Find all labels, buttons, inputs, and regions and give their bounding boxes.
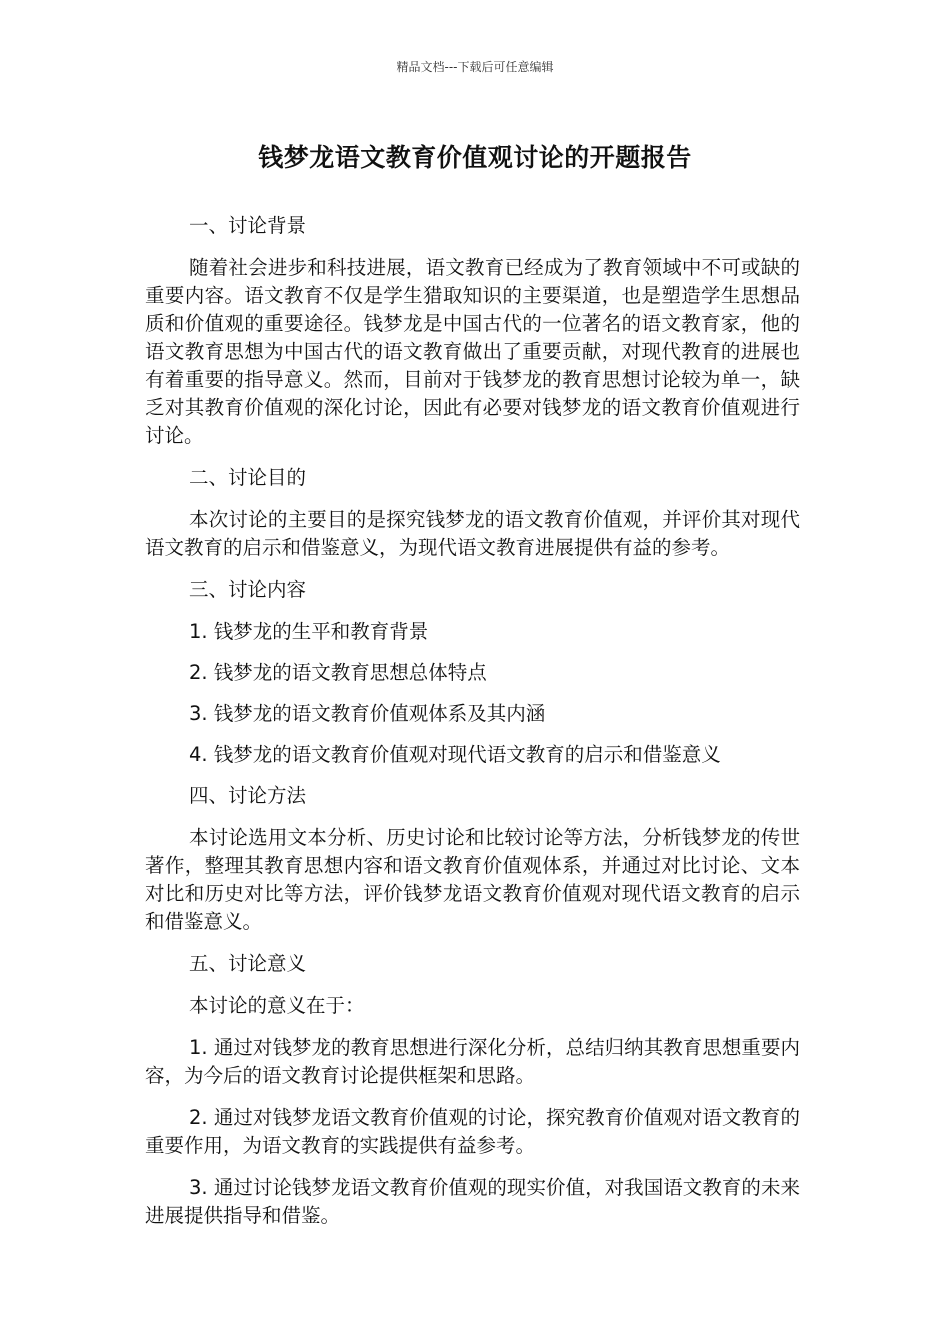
- background-paragraph: 随着社会进步和科技进展，语文教育已经成为了教育领域中不可或缺的重要内容。语文教育不仅是学生猎取知识的主要渠道，也是塑造学生思想品质和价值观的重要途径。钱梦龙是中国古代的一位著名的语文教育家，他的语文教育思想为中国古代的语文教育做出了重要贡献，对现代教育的进展也有着重要的指导意义。然而，目前对于钱梦龙的教育思想讨论较为单一，缺乏对其教育价值观的深化讨论，因此有必要对钱梦龙的语文教育价值观进行讨论。: [145, 256, 800, 447]
- significance-intro: 本讨论的意义在于：: [189, 994, 365, 1017]
- content-list-item: 2. 钱梦龙的语文教育思想总体特点: [189, 661, 487, 684]
- section-heading-background: 一、讨论背景: [189, 214, 307, 237]
- section-heading-purpose: 二、讨论目的: [189, 466, 307, 489]
- page-header: 精品文档---下载后可任意编辑: [396, 60, 554, 74]
- purpose-paragraph: 本次讨论的主要目的是探究钱梦龙的语文教育价值观，并评价其对现代语文教育的启示和借鉴意义，为现代语文教育进展提供有益的参考。: [145, 508, 800, 559]
- section-heading-method: 四、讨论方法: [189, 784, 307, 807]
- significance-list-item: 2. 通过对钱梦龙语文教育价值观的讨论，探究教育价值观对语文教育的重要作用，为语文教育的实践提供有益参考。: [145, 1106, 800, 1157]
- significance-list-item: 3. 通过讨论钱梦龙语文教育价值观的现实价值，对我国语文教育的未来进展提供指导和借鉴。: [145, 1176, 800, 1227]
- content-list-item: 1. 钱梦龙的生平和教育背景: [189, 620, 429, 643]
- method-paragraph: 本讨论选用文本分析、历史讨论和比较讨论等方法，分析钱梦龙的传世著作，整理其教育思想内容和语文教育价值观体系，并通过对比讨论、文本对比和历史对比等方法，评价钱梦龙语文教育价值观对现代语文教育的启示和借鉴意义。: [145, 826, 800, 933]
- significance-list-item: 1. 通过对钱梦龙的教育思想进行深化分析，总结归纳其教育思想重要内容，为今后的语文教育讨论提供框架和思路。: [145, 1036, 800, 1087]
- document-body: [145, 212, 800, 1244]
- content-list-item: 4. 钱梦龙的语文教育价值观对现代语文教育的启示和借鉴意义: [189, 743, 721, 766]
- document-title: 钱梦龙语文教育价值观讨论的开题报告: [258, 143, 692, 172]
- section-heading-content: 三、讨论内容: [189, 578, 307, 601]
- section-heading-significance: 五、讨论意义: [189, 952, 307, 975]
- content-list-item: 3. 钱梦龙的语文教育价值观体系及其内涵: [189, 702, 546, 725]
